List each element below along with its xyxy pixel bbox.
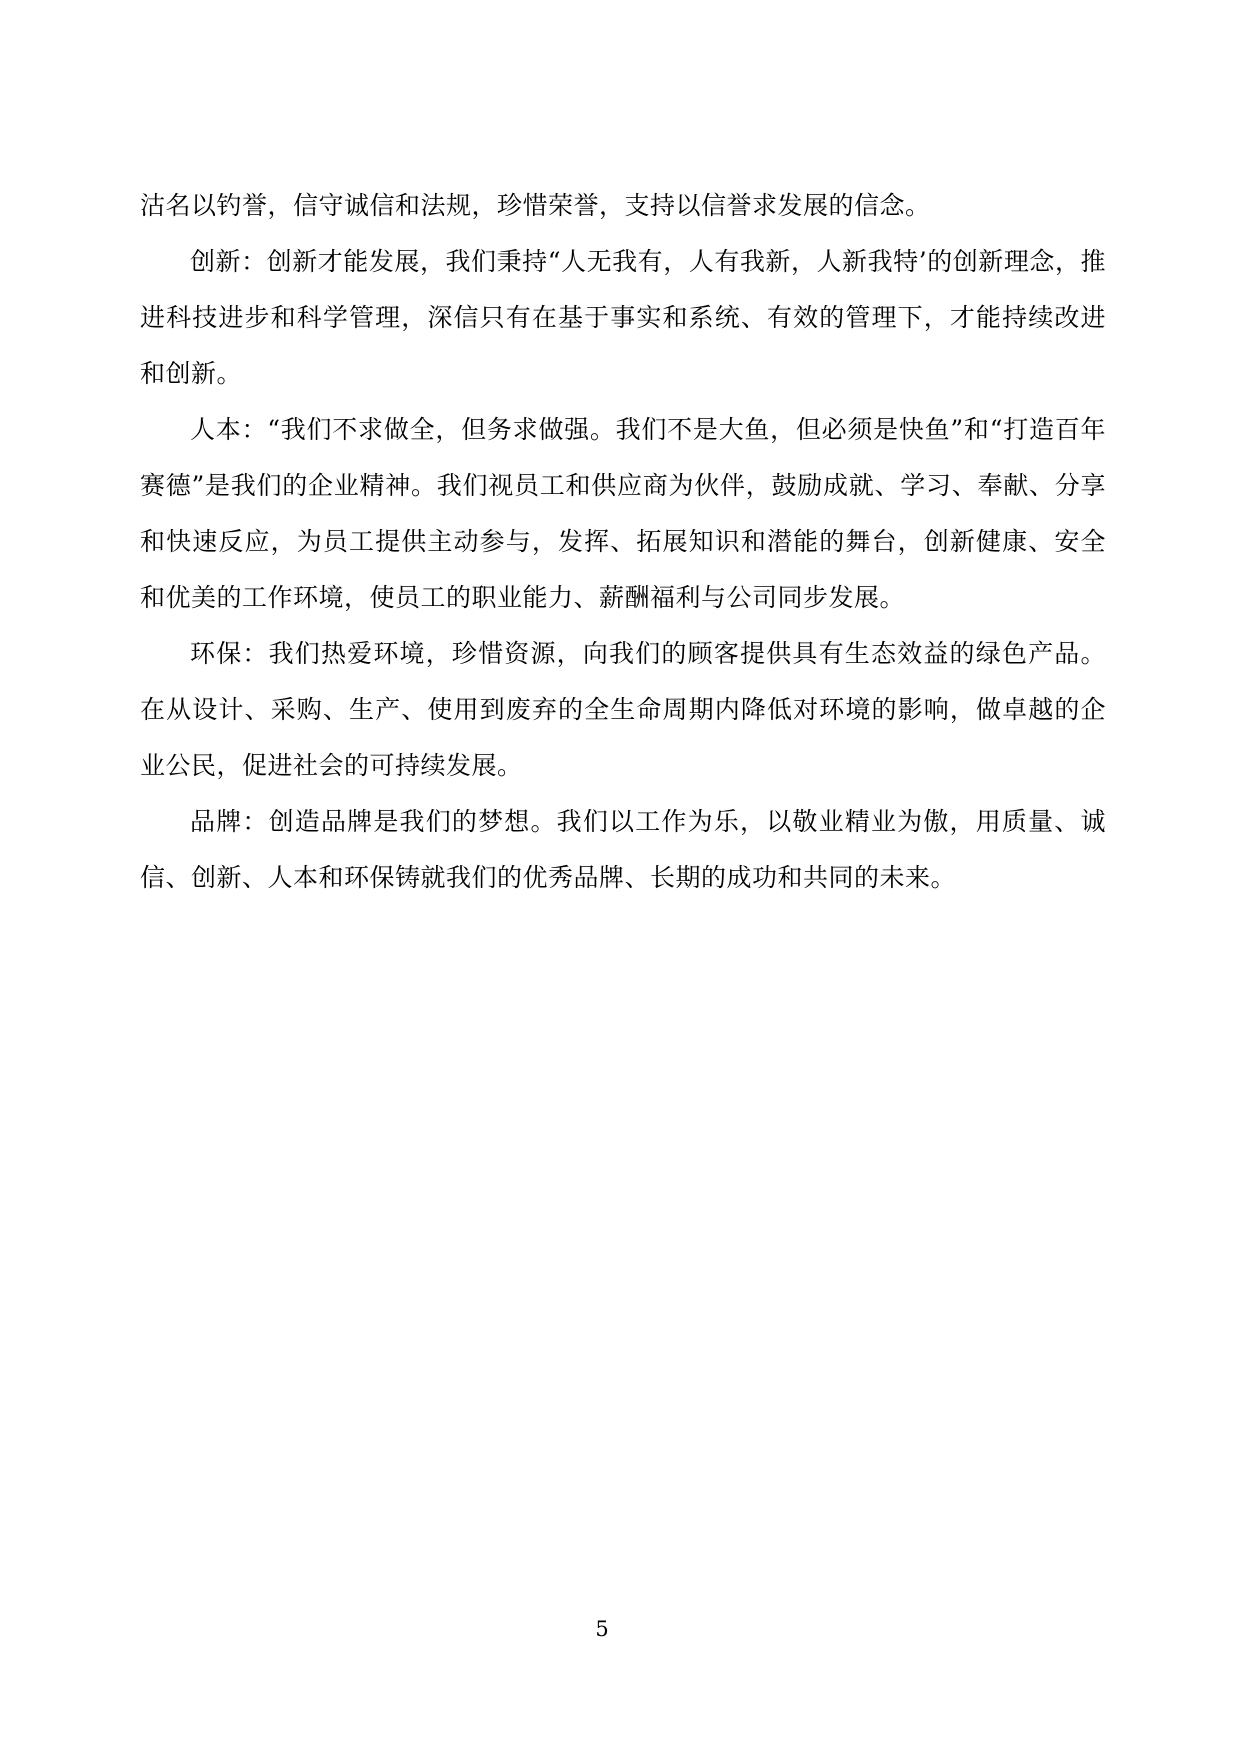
paragraph-innovation: 创新：创新才能发展，我们秉持“人无我有，人有我新，人新我特’的创新理念，推进科技进步和科学管理，深信只有在基于事实和系统、有效的管理下，才能持续改进和创新。: [140, 247, 1106, 388]
page-number: 5: [595, 1617, 609, 1641]
paragraph-environment: 环保：我们热爱环境，珍惜资源，向我们的顾客提供具有生态效益的绿色产品。在从设计、采购、生产、使用到废弃的全生命周期内降低对环境的影响，做卓越的企业公民，促进社会的可持续发展。: [140, 639, 1106, 780]
paragraph-people: 人本：“我们不求做全，但务求做强。我们不是大鱼，但必须是快鱼”和“打造百年赛德”是我们的企业精神。我们视员工和供应商为伙伴，鼓励成就、学习、奉献、分享和快速反应，为员工提供主动参与，发挥、拓展知识和潜能的舞台，创新健康、安全和优美的工作环境，使员工的职业能力、薪酬福利与公司同步发展。: [140, 415, 1106, 612]
paragraph-continuation: 沽名以钓誉，信守诚信和法规，珍惜荣誉，支持以信誉求发展的信念。: [140, 191, 931, 220]
paragraph-brand: 品牌：创造品牌是我们的梦想。我们以工作为乐，以敬业精业为傲，用质量、诚信、创新、人本和环保铸就我们的优秀品牌、长期的成功和共同的未来。: [140, 807, 1106, 892]
document-body: [140, 178, 1106, 906]
